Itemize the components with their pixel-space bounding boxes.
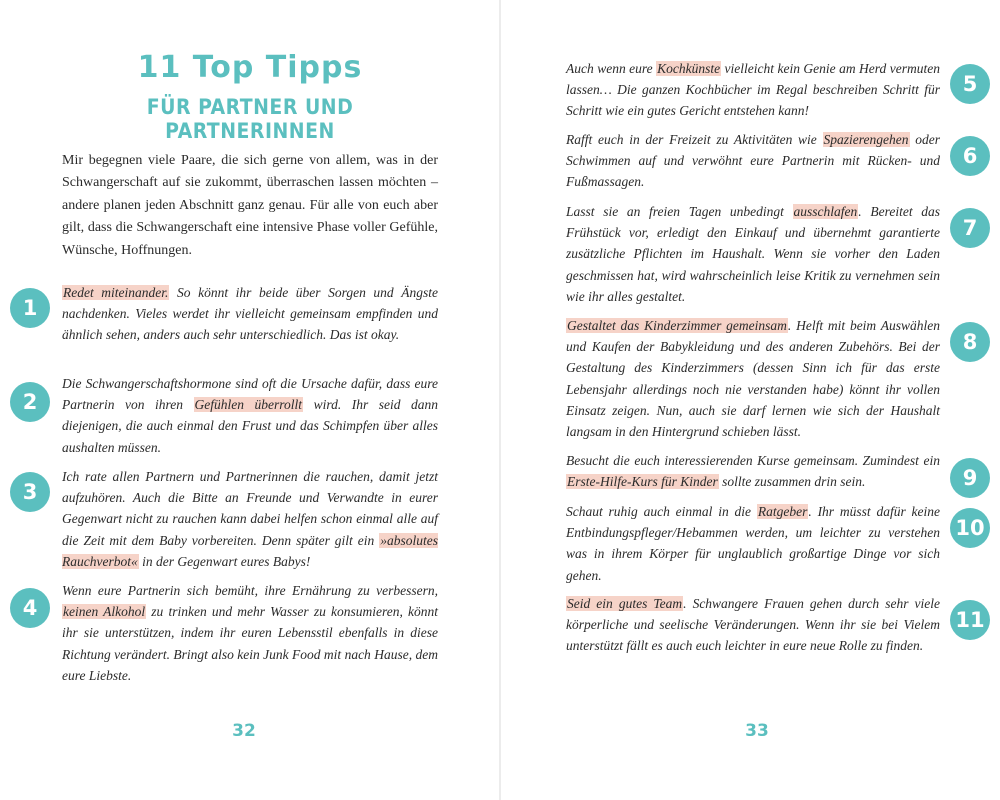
page-title: 11 Top Tipps <box>137 50 363 85</box>
tip-number-badge: 11 <box>950 600 990 640</box>
right-page <box>500 0 1000 800</box>
tip-7 <box>566 201 940 307</box>
tip-text-pre: Schaut ruhig auch einmal in die <box>566 504 757 519</box>
tip-11 <box>566 593 940 657</box>
intro-paragraph: Mir begegnen viele Paare, die sich gerne von allem, was in der Schwangerschaft auf sie zukommt, überraschen lassen möchten – andere planen jeden Abschnitt ganz genau. Für alle von euch aber gilt, dass die Schwangerschaft eine intensive Phase voller Gefühle, Wünsche, Hoffnungen. <box>62 153 438 258</box>
tip-text-pre: Lasst sie an freien Tagen unbedingt <box>566 204 793 219</box>
tip-text-post: in der Gegenwart eures Babys! <box>138 553 311 569</box>
tip-2 <box>62 373 438 458</box>
tip-highlight: »absolutes Rauchverbot« <box>62 532 438 569</box>
tip-number-badge: 2 <box>10 382 50 422</box>
tip-text-post: wird. Ihr seid dann diejenigen, die auch einmal den Frust und das Schimpfen über alles aushalten müssen. <box>62 397 438 455</box>
tip-number-badge: 10 <box>950 508 990 548</box>
page-number: 32 <box>232 721 256 741</box>
tip-number-badge: 7 <box>950 208 990 248</box>
tip-number-badge: 3 <box>10 472 50 512</box>
tip-highlight: Spazierengehen <box>823 132 909 147</box>
tip-text-pre: Wenn eure Partnerin sich bemüht, ihre Ernährung zu verbessern, <box>62 583 438 598</box>
tip-highlight: Redet miteinander. <box>63 285 169 300</box>
tip-highlight: Gefühlen überrollt <box>194 397 303 413</box>
tip-6 <box>566 129 940 193</box>
tip-highlight: Ratgeber <box>757 504 808 519</box>
tip-1 <box>62 282 438 346</box>
tip-text-post: sollte zusammen drin sein. <box>718 474 866 490</box>
tip-text-pre: Besucht die euch interessierenden Kurse gemeinsam. Zumindest ein <box>566 453 940 468</box>
tip-number-badge: 9 <box>950 458 990 498</box>
tip-number-badge: 4 <box>10 588 50 628</box>
tip-highlight: Seid ein gutes Team <box>567 596 683 611</box>
tip-text-post: . Helft mit beim Auswählen und Kaufen der Babykleidung und des anderen Zubehörs. Bei der Gestaltung des Kinderzimmers (dessen Sinn ich für das erste Lebensjahr allerdings noch nie verstanden habe) könnt ihr vollen Einsatz zeigen. Nun, auch sie darf lernen wie sich der Haushalt langsam in den Hintergrund schieben lässt. <box>566 318 940 440</box>
tip-number-badge: 8 <box>950 322 990 362</box>
tip-5 <box>566 58 940 122</box>
tip-8 <box>566 315 940 442</box>
tip-number-badge: 1 <box>10 288 50 328</box>
tip-text-post: vielleicht kein Genie am Herd vermuten lassen… Die ganzen Kochbücher im Regal beschreiben Schritt für Schritt wie ein gutes Gericht entstehen kann! <box>566 61 940 119</box>
tip-highlight: Erste-Hilfe-Kurs für Kinder <box>567 474 718 490</box>
tip-text-post: . Schwangere Frauen gehen durch sehr viele körperliche und seelische Veränderungen. Wenn ihr sie bei Vielem unterstützt fällt es auch euch leichter in eure neue Rolle zu finden. <box>566 596 940 654</box>
tip-highlight: ausschlafen <box>793 204 858 219</box>
tip-text-post: oder Schwimmen auf und verwöhnt eure Partnerin mit Rücken- und Fußmassagen. <box>566 132 941 190</box>
tip-text-pre: Auch wenn eure <box>566 61 657 76</box>
tip-text-post: zu trinken und mehr Wasser zu konsumieren, könnt ihr sie unterstützen, indem ihr euren Lebensstil ebenfalls in diese Richtung verändert. Bringt also kein Junk Food mit nach Hause, dem eure Liebste. <box>62 604 438 683</box>
tip-text-post: . Ihr müsst dafür keine Entbindungspfleger/Hebammen werden, um leichter zu verstehen was in ihrem Körper für unglaublich großartige Dinge vor sich gehen. <box>566 504 940 583</box>
page-number: 33 <box>745 721 769 741</box>
tip-10 <box>566 501 940 586</box>
tip-number-badge: 5 <box>950 64 990 104</box>
tip-highlight: keinen Alkohol <box>63 604 146 620</box>
tip-text-pre: Die Schwangerschaftshormone sind oft die Ursache dafür, dass eure Partnerin von ihren <box>62 376 438 413</box>
page-subtitle: FÜR PARTNER UND PARTNERINNEN <box>146 95 354 143</box>
tip-9 <box>566 450 940 492</box>
tip-highlight: Kochkünste <box>657 61 721 76</box>
tip-4 <box>62 580 438 686</box>
tip-text-post: . Bereitet das Frühstück vor, erledigt den Einkauf und übernehmt garantierte zusätzliche Pflichten im Haushalt. Wenn sie vorher den Laden geschmissen hat, wird wahrscheinlich leise Kritik zu vernehmen sein wie ihr alles gestaltet. <box>566 204 940 304</box>
tip-highlight: Gestaltet das Kinderzimmer gemeinsam <box>567 318 787 333</box>
tip-text-pre: Ich rate allen Partnern und Partnerinnen die rauchen, damit jetzt aufzuhören. Auch die Bitte an Freunde und Verwandte in eurer Gegenwart nicht zu rauchen kann dabei helfen schon einmal alle auf die Zeit mit dem Baby vorbereiten. Denn später gilt ein <box>62 469 438 548</box>
tip-text-post: So könnt ihr beide über Sorgen und Ängste nachdenken. Vieles werdet ihr vielleicht gemeinsam empfinden und ähnlich sehen, anders auch sehr unterschiedlich. Das ist okay. <box>62 285 438 343</box>
tip-3 <box>62 466 438 572</box>
tip-number-badge: 6 <box>950 136 990 176</box>
tip-text-pre: Rafft euch in der Freizeit zu Aktivitäten wie <box>566 132 823 147</box>
